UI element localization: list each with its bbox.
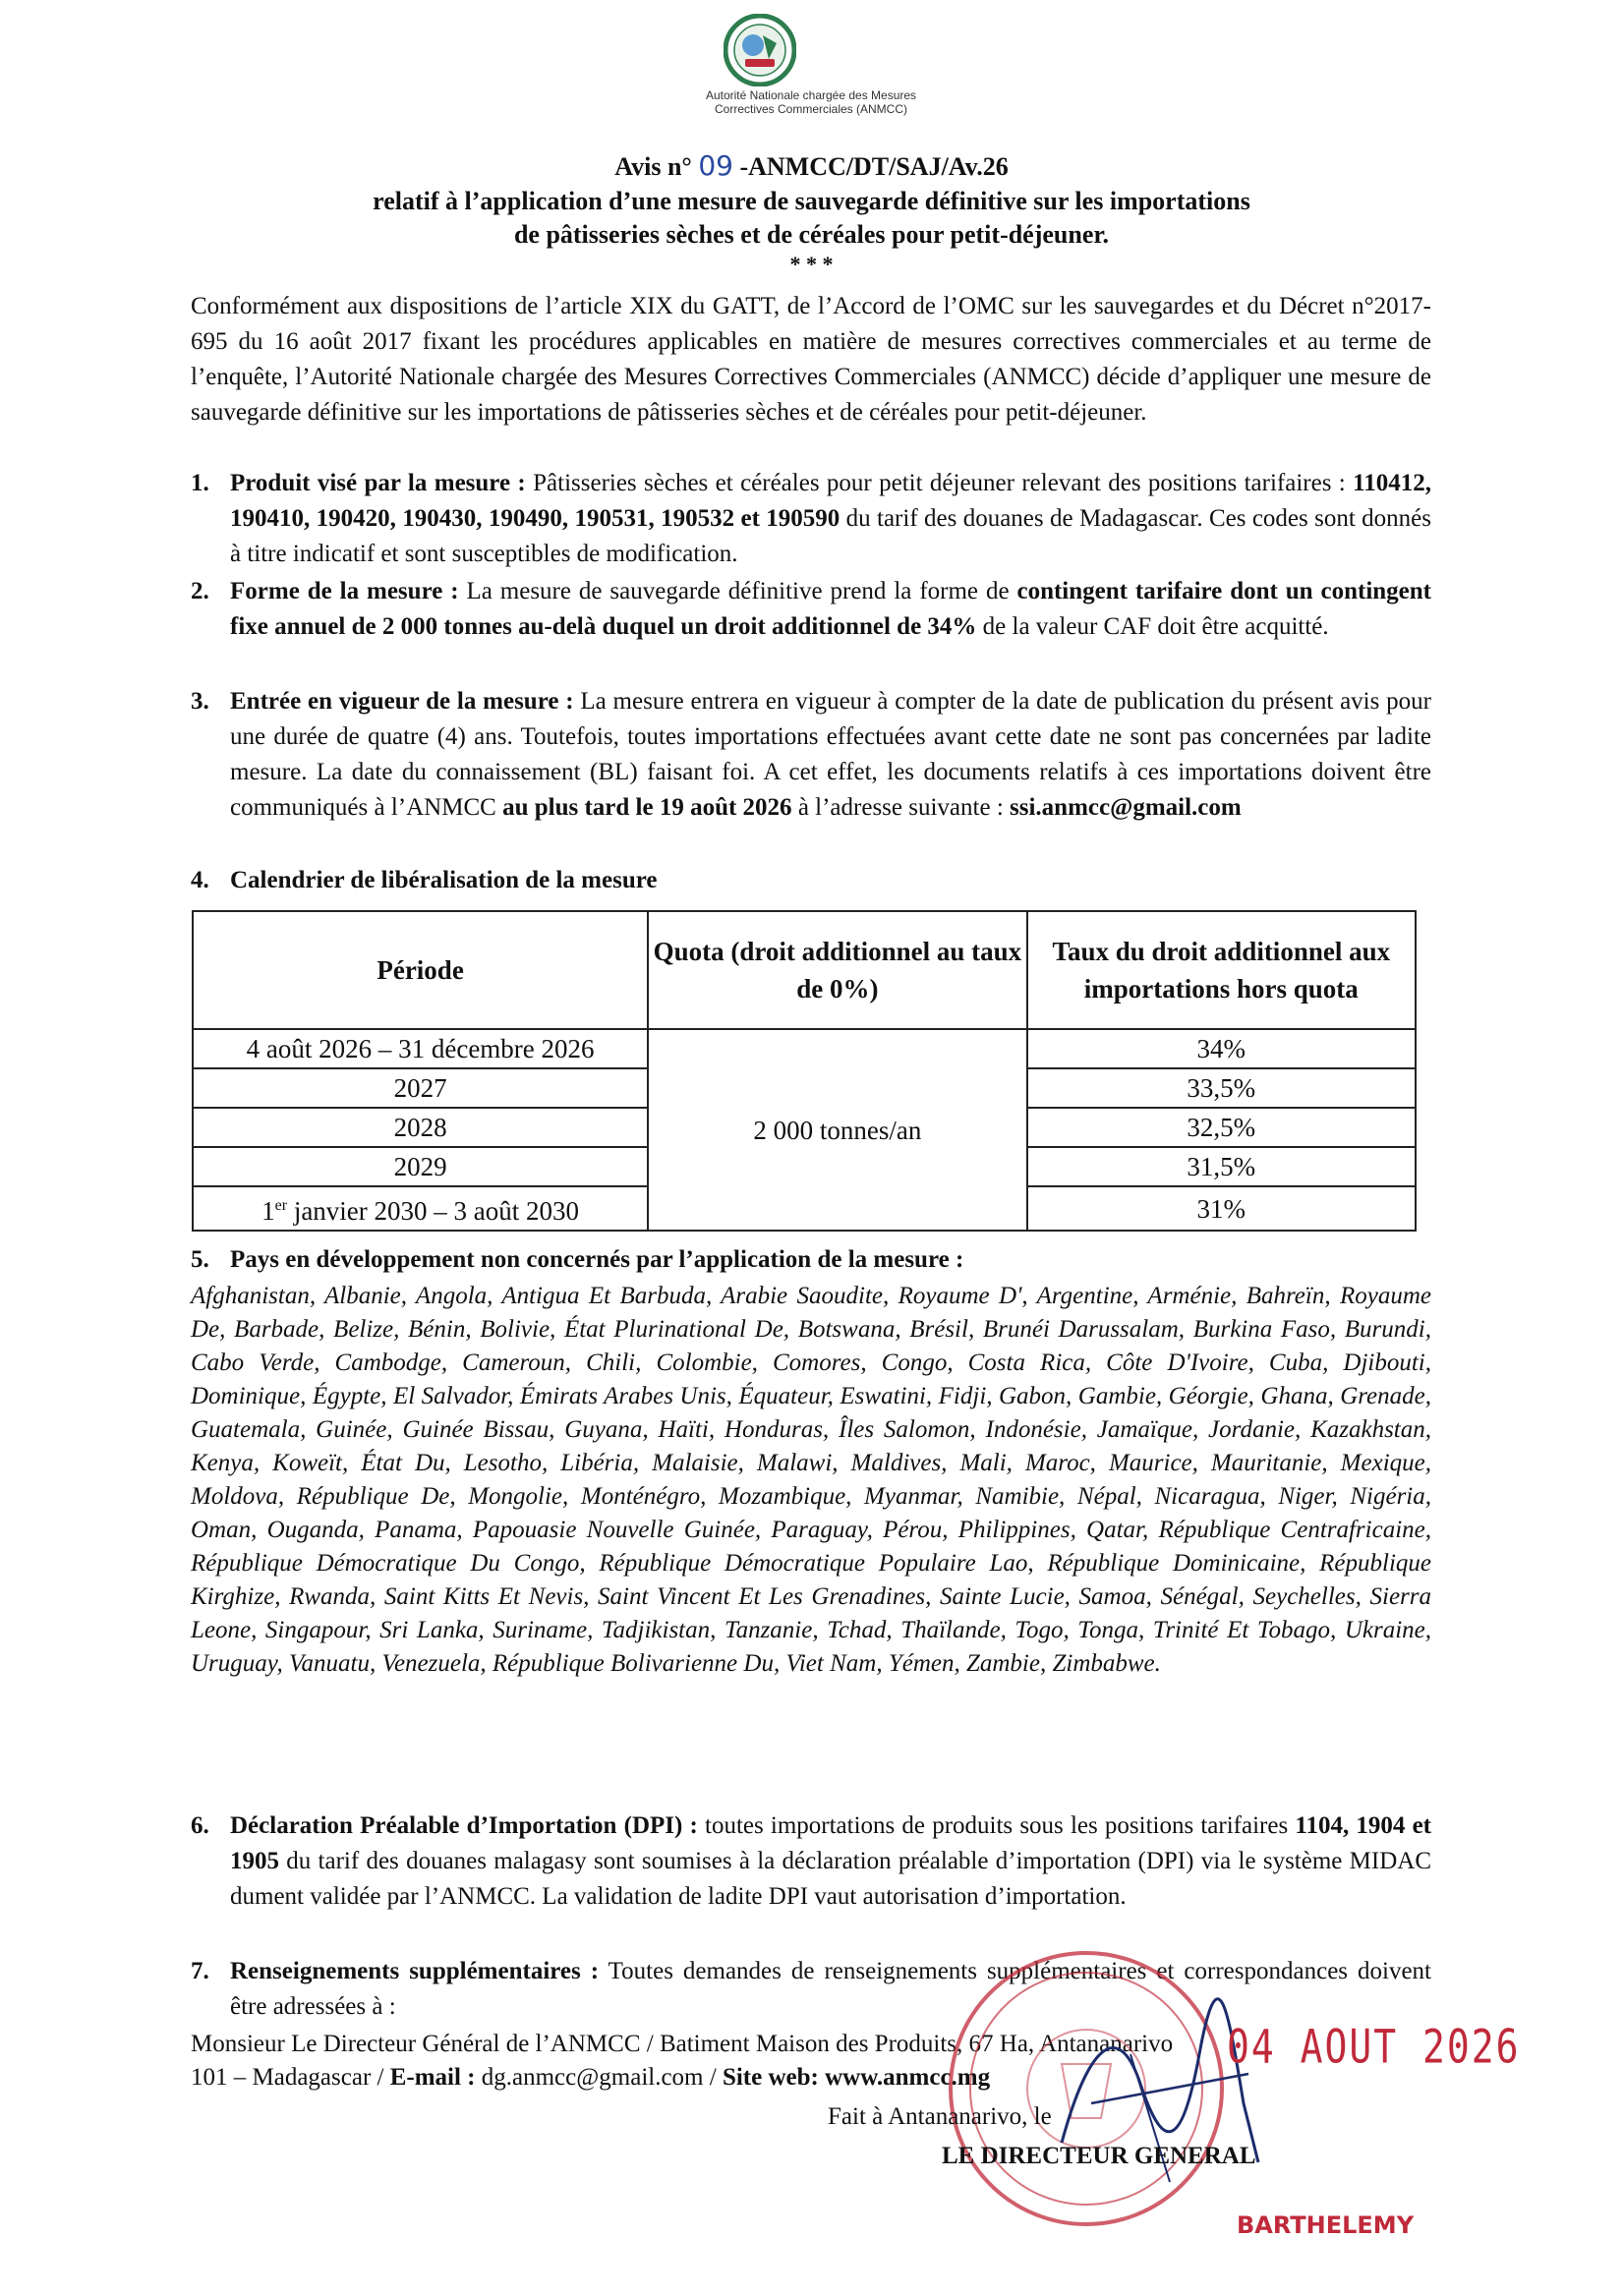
- cell-periode: 2029: [193, 1147, 648, 1186]
- notice-subject-line-2: de pâtisseries sèches et de céréales pour petit-déjeuner.: [513, 220, 1110, 249]
- address-text: 101 – Madagascar /: [191, 2064, 390, 2091]
- section-3: [191, 684, 1431, 826]
- section-text: du tarif des douanes malagasy sont soumises à la déclaration préalable d’importation (DPI) via le système MIDAC dument validée par l’ANMCC. La validation de ladite DPI vaut autorisation d’importation.: [230, 1848, 1431, 1910]
- ordinal-suffix: er: [274, 1197, 288, 1214]
- deadline: au plus tard le 19 août 2026: [502, 794, 792, 821]
- section-2: [191, 574, 1431, 645]
- section-number: 4.: [191, 867, 209, 893]
- section-number: 3.: [191, 688, 209, 715]
- signatory-title: LE DIRECTEUR GENERAL: [942, 2143, 1256, 2169]
- section-heading: Produit visé par la mesure :: [230, 470, 526, 496]
- tariff-codes: 110412, 190410, 190420, 190430, 190490, 190531, 190532 et 190590: [230, 470, 1431, 532]
- header-periode: Période: [193, 911, 648, 1029]
- org-name-line-2: Correctives Commerciales (ANMCC): [714, 102, 908, 116]
- website: Site web: www.anmcc.mg: [722, 2064, 991, 2091]
- section-text: du tarif des douanes de Madagascar. Ces codes sont donnés à titre indicatif et sont susceptibles de modification.: [230, 505, 1431, 567]
- quota-terms: contingent tarifaire dont un contingent fixe annuel de 2 000 tonnes au-delà duquel un droit additionnel de 34%: [230, 578, 1431, 640]
- section-5: [191, 1242, 1431, 1278]
- signatory-name-stamp: BARTHELEMY: [1237, 2211, 1415, 2239]
- section-text: La mesure entrera en vigueur à compter de la date de publication du présent avis pour une durée de quatre (4) ans. Toutefois, toutes importations effectuées avant cette date ne sont pas concernées par ladite mesure. La date du connaissement (BL) faisant foi. A cet effet, les documents relatifs à ces importations doivent être communiqués à l’ANMCC: [230, 688, 1431, 821]
- email-label: E-mail :: [389, 2064, 476, 2091]
- cell-periode: 2028: [193, 1108, 648, 1147]
- director-email: dg.anmcc@gmail.com /: [475, 2064, 723, 2091]
- date-stamp: 04 AOUT 2026: [1227, 2019, 1521, 2074]
- section-6: [191, 1808, 1431, 1915]
- section-text: toutes importations de produits sous les positions tarifaires: [697, 1812, 1296, 1839]
- tariff-positions: 1104, 1904 et 1905: [230, 1812, 1431, 1874]
- intro-paragraph: Conformément aux dispositions de l’article XIX du GATT, de l’Accord de l’OMC sur les sauvegardes et du Décret n°2017-695 du 16 août 2017 fixant les procédures applicables en matière de mesures correctives commerciales et au terme de l’enquête, l’Autorité Nationale chargée des Mesures Correctives Commerciales (ANMCC) décide d’appliquer une mesure de sauvegarde définitive sur les importations de pâtisseries sèches et de céréales pour petit-déjeuner.: [191, 293, 1431, 426]
- org-name-line-1: Autorité Nationale chargée des Mesures: [705, 88, 917, 102]
- section-number: 1.: [191, 470, 209, 496]
- table-header-row: [193, 911, 1416, 1029]
- cell-taux: 34%: [1027, 1029, 1416, 1068]
- cell-taux: 33,5%: [1027, 1068, 1416, 1108]
- countries-list: Afghanistan, Albanie, Angola, Antigua Et Barbuda, Arabie Saoudite, Royaume D', Argentine, Arménie, Bahreïn, Royaume De, Barbade, Belize, Bénin, Bolivie, État Plurinational De, Botswana, Brésil, Brunéi Darussalam, Burkina Faso, Burundi, Cabo Verde, Cambodge, Cameroun, Chili, Colombie, Comores, Congo, Costa Rica, Côte D'Ivoire, Cuba, Djibouti, Dominique, Égypte, El Salvador, Émirats Arabes Unis, Équateur, Eswatini, Fidji, Gabon, Gambie, Géorgie, Ghana, Grenade, Guatemala, Guinée, Guinée Bissau, Guyana, Haïti, Honduras, Îles Salomon, Indonésie, Jamaïque, Jordanie, Kazakhstan, Kenya, Koweït, État Du, Lesotho, Libéria, Malaisie, Malawi, Maldives, Mali, Maroc, Maurice, Mauritanie, Mexique, Moldova, République De, Mongolie, Monténégro, Mozambique, Myanmar, Namibie, Népal, Nicaragua, Niger, Nigéria, Oman, Ouganda, Panama, Papouasie Nouvelle Guinée, Paraguay, Pérou, Philippines, Qatar, République Centrafricaine, République Démocratique Du Congo, République Démocratique Populaire Lao, République Dominicaine, République Kirghize, Rwanda, Saint Kitts Et Nevis, Saint Vincent Et Les Grenadines, Sainte Lucie, Samoa, Sénégal, Seychelles, Sierra Leone, Singapour, Sri Lanka, Suriname, Tadjikistan, Tanzanie, Tchad, Thaïlande, Togo, Tonga, Trinité Et Tobago, Ukraine, Uruguay, Vanuatu, Venezuela, République Bolivarienne Du, Viet Nam, Yémen, Zambie, Zimbabwe.: [191, 1283, 1431, 1677]
- day-number: 1: [261, 1196, 275, 1226]
- section-1: [191, 466, 1431, 572]
- section-heading: Entrée en vigueur de la mesure :: [230, 688, 574, 715]
- section-text: Pâtisseries sèches et céréales pour petit déjeuner relevant des positions tarifaires :: [525, 470, 1354, 496]
- cell-quota: 2 000 tonnes/an: [648, 1029, 1026, 1231]
- notice-subject-line-1: relatif à l’application d’une mesure de sauvegarde définitive sur les importations: [373, 187, 1250, 215]
- section-4: [191, 863, 1431, 898]
- section-heading: Déclaration Préalable d’Importation (DPI) :: [230, 1812, 698, 1839]
- contact-email: ssi.anmcc@gmail.com: [1010, 794, 1242, 821]
- separator-stars: * * *: [789, 252, 834, 276]
- liberalisation-table: [192, 910, 1417, 1232]
- cell-taux: 31,5%: [1027, 1147, 1416, 1186]
- cell-taux: 31%: [1027, 1186, 1416, 1231]
- avis-suffix: -ANMCC/DT/SAJ/Av.26: [739, 152, 1009, 181]
- section-text: La mesure de sauvegarde définitive prend la forme de: [458, 578, 1017, 604]
- anmcc-logo: [724, 14, 796, 86]
- notice-title: [147, 149, 1476, 182]
- section-heading: Calendrier de libéralisation de la mesure: [230, 867, 658, 893]
- section-heading: Renseignements supplémentaires :: [230, 1958, 600, 1984]
- section-heading: Pays en développement non concernés par l’application de la mesure :: [230, 1246, 964, 1273]
- section-number: 6.: [191, 1812, 209, 1839]
- table-row: [193, 1029, 1416, 1068]
- header-taux: Taux du droit additionnel aux importations hors quota: [1027, 911, 1416, 1029]
- place-date-line: Fait à Antananarivo, le: [828, 2103, 1052, 2130]
- avis-prefix: Avis n°: [614, 152, 692, 181]
- address-line-1: Monsieur Le Directeur Général de l’ANMCC / Batiment Maison des Produits, 67 Ha, Antananarivo: [191, 2031, 1174, 2057]
- cell-periode: 4 août 2026 – 31 décembre 2026: [193, 1029, 648, 1068]
- section-text: de la valeur CAF doit être acquitté.: [976, 613, 1329, 640]
- section-heading: Forme de la mesure :: [230, 578, 459, 604]
- period-text: janvier 2030 – 3 août 2030: [287, 1196, 580, 1226]
- cell-taux: 32,5%: [1027, 1108, 1416, 1147]
- section-number: 5.: [191, 1246, 209, 1273]
- avis-number: 09: [698, 149, 733, 182]
- section-text: à l’adresse suivante :: [791, 794, 1011, 821]
- section-number: 7.: [191, 1958, 209, 1984]
- section-text: Toutes demandes de renseignements supplémentaires et correspondances doivent être adressées à :: [230, 1958, 1432, 2020]
- section-number: 2.: [191, 578, 209, 604]
- header-quota: Quota (droit additionnel au taux de 0%): [648, 911, 1026, 1029]
- cell-periode: 2027: [193, 1068, 648, 1108]
- cell-periode: [193, 1186, 648, 1231]
